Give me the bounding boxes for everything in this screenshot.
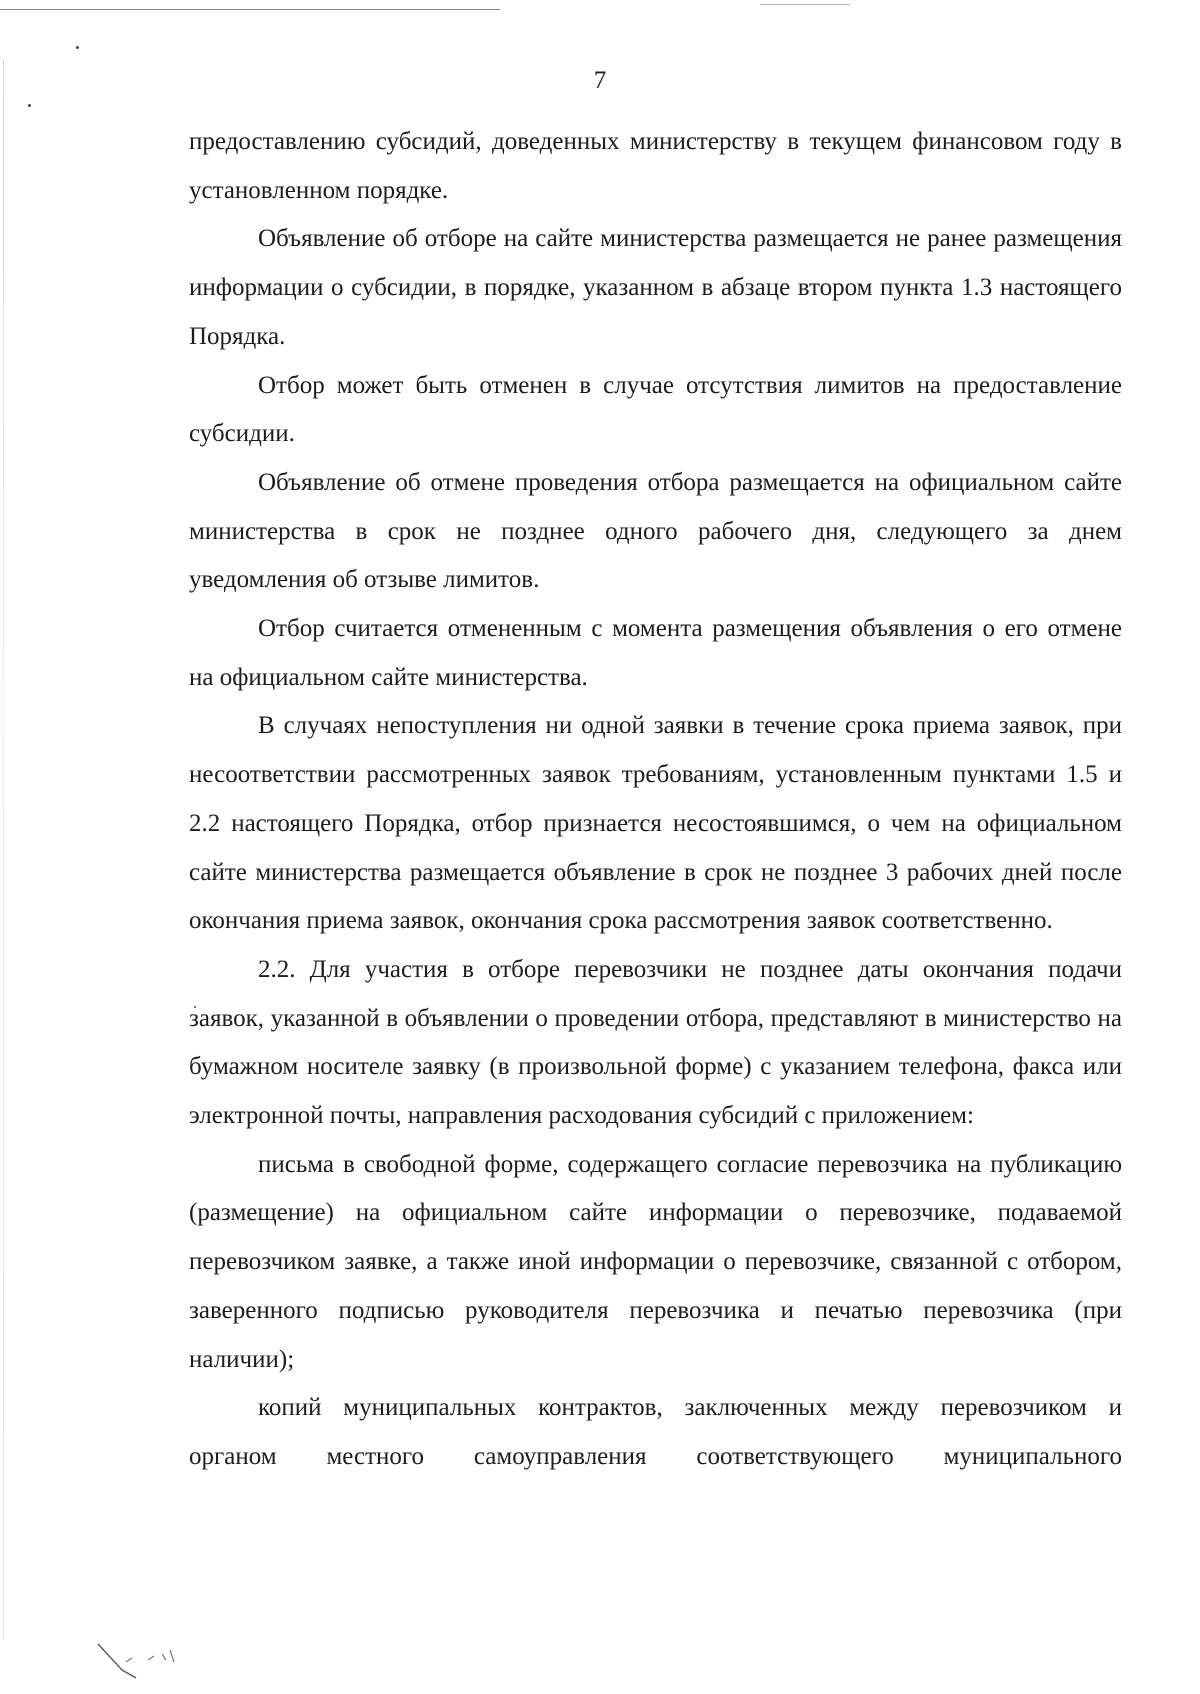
paragraph: письма в свободной форме, содержащего согласие перевозчика на публикацию (размещение) на официальном сайте информации о перевозчике, подаваемой перевозчиком заявке, а также иной информации о перевозчике, связанной с отбором, заверенного подписью руководителя перевозчика и печатью перевозчика (при наличии); — [189, 1150, 1122, 1373]
paragraph: 2.2. Для участия в отборе перевозчики не позднее даты окончания подачи заявок, указанной в объявлении о проведении отбора, представляют в министерство на бумажном носителе заявку (в произвольной форме) с указанием телефона, факса или электронной почты, направления расходования субсидий с приложением: — [189, 955, 1122, 1130]
paragraph: Объявление об отмене проведения отбора размещается на официальном сайте министерства в срок не позднее одного рабочего дня, следующего за днем уведомления об отзыве лимитов. — [189, 468, 1122, 594]
paragraph: предоставлению субсидий, доведенных министерству в текущем финансовом году в установленном порядке. — [189, 128, 1122, 204]
scan-artifact-line — [760, 4, 850, 5]
scan-artifact-dot — [76, 46, 79, 49]
scan-artifact-scribble — [96, 1640, 186, 1694]
paragraph: В случаях непоступления ни одной заявки в течение срока приема заявок, при несоответствии рассмотренных заявок требованиям, установленным пунктами 1.5 и 2.2 настоящего Порядка, отбор признается несостоявшимся, о чем на официальном сайте министерства размещается объявление в срок не позднее 3 рабочих дней после окончания приема заявок, окончания срока рассмотрения заявок соответственно. — [189, 712, 1122, 935]
paragraph: Отбор может быть отменен в случае отсутствия лимитов на предоставление субсидии. — [189, 371, 1122, 448]
scan-artifact-dot — [28, 104, 31, 107]
scan-artifact-line — [0, 9, 500, 10]
document-body — [189, 118, 1122, 1482]
paragraph: копий муниципальных контрактов, заключенных между перевозчиком и органом местного самоуправления соответствующего муниципального — [189, 1394, 1122, 1470]
scan-artifact-edge — [3, 60, 4, 1640]
page-number: 7 — [593, 67, 607, 94]
paragraph: Объявление об отборе на сайте министерства размещается не ранее размещения информации о субсидии, в порядке, указанном в абзаце втором пункта 1.3 настоящего Порядка. — [189, 225, 1122, 350]
paragraph: Отбор считается отмененным с момента размещения объявления о его отмене на официальном сайте министерства. — [189, 615, 1122, 691]
